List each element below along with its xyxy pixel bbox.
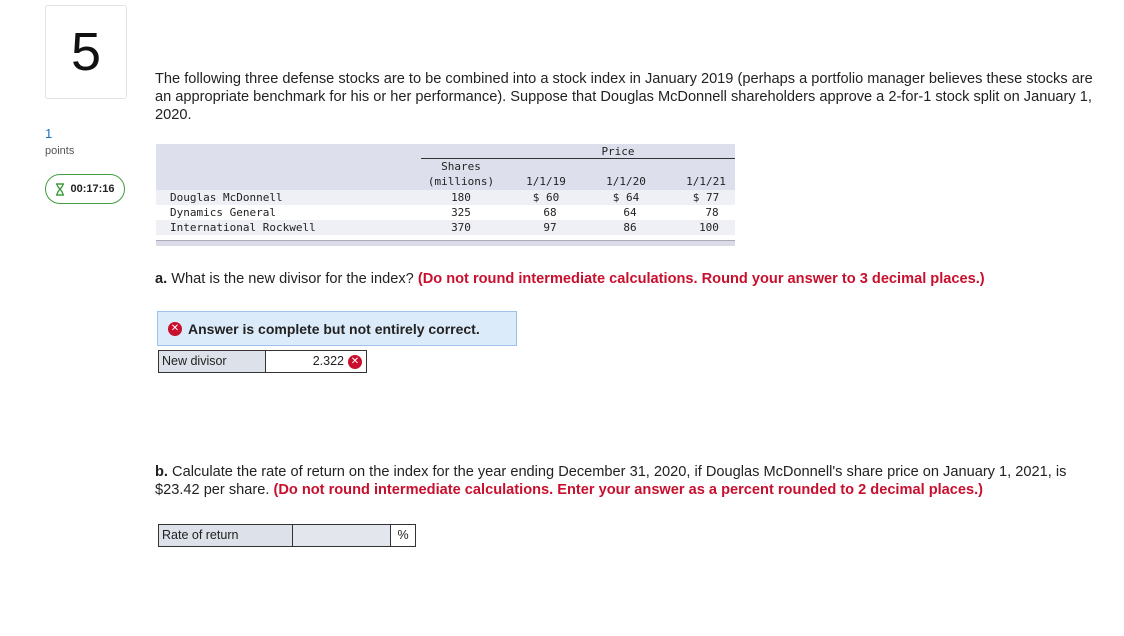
- price-cell: 86: [623, 221, 637, 234]
- part-a-instruction: (Do not round intermediate calculations. Round your answer to 3 decimal places.): [417, 271, 985, 287]
- shares-cell: 370: [451, 221, 471, 234]
- answer-feedback-banner: [157, 311, 517, 346]
- timer-text: 00:17:16: [70, 183, 115, 195]
- points-value: 1: [45, 126, 53, 141]
- new-divisor-field[interactable]: [266, 351, 366, 372]
- percent-unit: %: [397, 528, 409, 542]
- question-number: 5: [45, 5, 127, 99]
- new-divisor-value: 2.322: [312, 354, 344, 368]
- price-cell: 100: [699, 221, 719, 234]
- stock-name: Dynamics General: [170, 206, 276, 219]
- price-cell: 78: [705, 206, 719, 219]
- rate-of-return-label: Rate of return: [159, 525, 293, 546]
- date-header: 1/1/21: [686, 175, 726, 188]
- price-cell: 97: [543, 221, 557, 234]
- shares-header: Shares: [441, 160, 481, 173]
- price-cell: 64: [623, 206, 637, 219]
- part-a-text: What is the new divisor for the index?: [167, 271, 418, 287]
- feedback-text: Answer is complete but not entirely correct.: [188, 320, 480, 337]
- price-cell: $ 64: [612, 191, 640, 204]
- price-cell: $ 60: [532, 191, 560, 204]
- date-header: 1/1/20: [606, 175, 646, 188]
- rate-of-return-row: [158, 524, 416, 547]
- question-intro: The following three defense stocks are to be combined into a stock index in January 2019 (perhaps a portfolio manager believes these stocks are an appropriate benchmark for his or her performance). Suppose that Douglas McDonnell shareholders approve a 2-for-1 stock split on January 1, 2020.: [155, 71, 1093, 123]
- part-a-question: [155, 271, 985, 287]
- price-cell: $ 77: [692, 191, 720, 204]
- part-b-question: [155, 463, 1095, 499]
- date-header: 1/1/19: [526, 175, 566, 188]
- part-b-prefix: b.: [155, 464, 168, 480]
- timer-badge: [45, 174, 125, 204]
- points-label: points: [45, 145, 75, 157]
- shares-cell: 325: [451, 206, 471, 219]
- shares-cell: 180: [451, 191, 471, 204]
- stock-name: International Rockwell: [170, 221, 316, 234]
- new-divisor-row: [158, 350, 367, 373]
- rate-of-return-input[interactable]: [293, 525, 391, 546]
- stock-table: [156, 144, 735, 246]
- hourglass-icon: [55, 183, 65, 196]
- incorrect-x-icon: ✕: [348, 355, 362, 369]
- part-b-text: Calculate the rate of return on the index for the year ending December 31, 2020, if Douglas McDonnell's share price on January 1, 2021, is $23.42 per share.: [155, 464, 1067, 498]
- error-x-icon: ✕: [168, 322, 182, 336]
- price-header: Price: [601, 145, 635, 158]
- part-b-instruction: (Do not round intermediate calculations. Enter your answer as a percent rounded to 2 decimal places.): [273, 482, 984, 498]
- new-divisor-label: New divisor: [159, 351, 266, 372]
- stock-name: Douglas McDonnell: [170, 191, 283, 204]
- part-a-prefix: a.: [155, 271, 168, 287]
- price-cell: 68: [543, 206, 557, 219]
- shares-header-units: (millions): [427, 175, 495, 188]
